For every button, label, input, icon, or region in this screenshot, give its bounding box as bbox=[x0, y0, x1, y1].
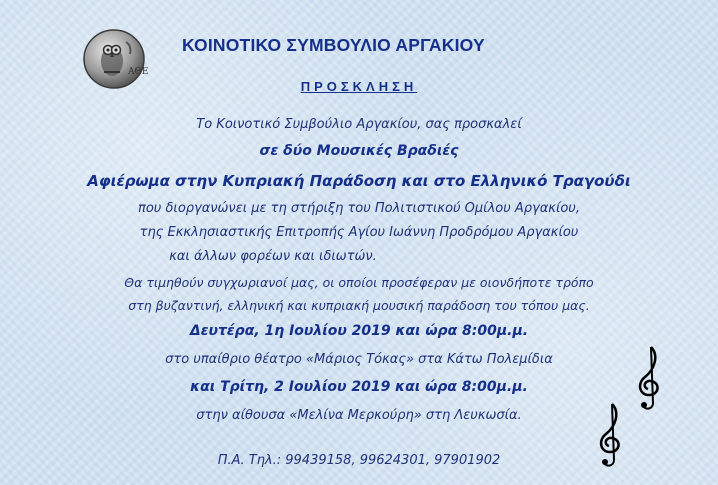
contact-phones: Π.Α. Τηλ.: 99439158, 99624301, 97901902 bbox=[217, 453, 501, 468]
organizers-line-1: που διοργανώνει με τη στήριξη του Πολιτιστικού Ομίλου Αργακίου, bbox=[138, 201, 580, 216]
honorees-line-2: στη βυζαντινή, ελληνική και κυπριακή μουσική παράδοση του τόπου μας. bbox=[128, 298, 590, 313]
organizers-line-3: και άλλων φορέων και ιδιωτών. bbox=[169, 249, 377, 264]
event1-date: Δευτέρα, 1η Ιουλίου 2019 και ώρα 8:00μ.μ. bbox=[189, 323, 529, 339]
dedication-line: Αφιέρωμα στην Κυπριακή Παράδοση και στο Ελληνικό Τραγούδι bbox=[87, 172, 631, 190]
svg-text:ΑΘΕ: ΑΘΕ bbox=[128, 67, 149, 77]
event1-venue: στο υπαίθριο θέατρο «Μάριος Τόκας» στα Κάτω Πολεμίδια bbox=[165, 352, 553, 367]
organization-title: ΚΟΙΝΟΤΙΚΟ ΣΥΜΒΟΥΛΙΟ ΑΡΓΑΚΙΟΥ bbox=[182, 35, 485, 55]
intro-line: Το Κοινοτικό Συμβούλιο Αργακίου, σας προσκαλεί bbox=[196, 117, 522, 132]
treble-clef-icon bbox=[633, 345, 669, 417]
organizers-line-2: της Εκκλησιαστικής Επιτροπής Αγίου Ιωάννη Προδρόμου Αργακίου bbox=[139, 225, 579, 240]
event2-date: και Τρίτη, 2 Ιουλίου 2019 και ώρα 8:00μ.μ. bbox=[190, 379, 528, 395]
honorees-line-1: Θα τιμηθούν συγχωριανοί μας, οι οποίοι προσέφεραν με οιονδήποτε τρόπο bbox=[124, 275, 594, 290]
invitation-title: ΠΡΟΣΚΛΗΣΗ bbox=[300, 79, 418, 94]
event2-venue: στην αίθουσα «Μελίνα Μερκούρη» στη Λευκωσία. bbox=[196, 408, 522, 423]
event-summary: σε δύο Μουσικές Βραδιές bbox=[259, 143, 459, 159]
treble-clef-icon bbox=[594, 402, 630, 474]
